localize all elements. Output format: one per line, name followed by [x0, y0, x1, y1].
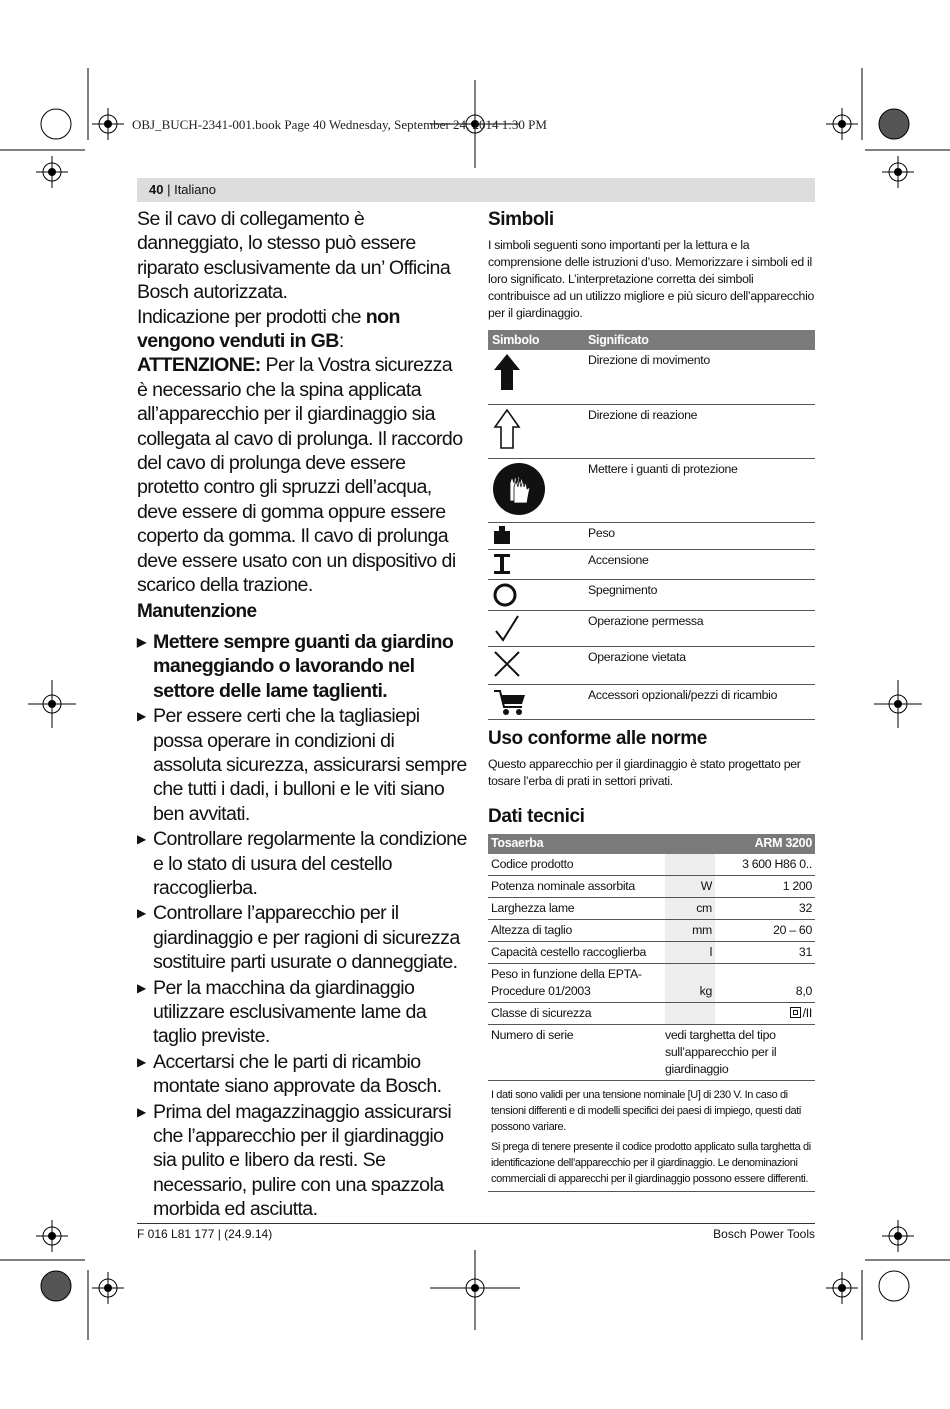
table-row: Larghezza lame cm 32 — [488, 897, 815, 919]
col-meaning: Significato — [584, 330, 815, 350]
symbol-meaning: Operazione vietata — [584, 646, 815, 684]
checkmark-icon — [492, 613, 580, 643]
weight-icon — [492, 525, 580, 545]
symbol-meaning: Mettere i guanti di protezione — [584, 458, 815, 522]
list-item: ▶ Prima del magazzinaggio assicurarsi che l’apparecchio per il giardinaggio sia pulito e libero da resti. Se necessario, pulire con una spazzola morbida ed asciutta. — [137, 1100, 467, 1222]
page-header-bar: 40 | Italiano — [137, 178, 815, 202]
gloves-icon — [492, 461, 580, 517]
table-row — [488, 684, 815, 719]
left-column — [137, 207, 467, 1223]
tech-data-heading: Dati tecnici — [488, 805, 585, 827]
paragraph-warning: ATTENZIONE: Per la Vostra sicurezza è necessario che la spina applicata all’apparecchio per il giardinaggio sia collegata al cavo di prolunga. Il raccordo del cavo di prolunga deve essere protetto contro gli spruzzi dell’acqua, deve essere di gomma oppure essere coperto da gomma. Il cavo di prolunga deve essere usato con un dispositivo di scarico della trazione. — [137, 354, 463, 597]
symbols-heading: Simboli — [488, 209, 554, 230]
footer-doc-code: F 016 L81 177 | (24.9.14) — [137, 1227, 273, 1241]
table-row: Peso in funzione della EPTA-Procedure 01/2003 kg 8,0 — [488, 963, 815, 1002]
table-row: Potenza nominale assorbita W 1 200 — [488, 875, 815, 897]
filled-arrow-up-icon — [492, 352, 580, 392]
right-column — [488, 207, 815, 1192]
symbol-meaning: Direzione di movimento — [584, 350, 815, 404]
tech-note-product-code: Si prega di tenere presente il codice prodotto applicato sulla targhetta di identificazione dell’apparecchio per il giardinaggio. Le denominazioni commerciali di apparecchi per il giardinaggio possono essere differenti. — [491, 1140, 811, 1185]
tech-data-table — [488, 834, 815, 1192]
symbol-meaning: Peso — [584, 522, 815, 549]
table-row — [488, 404, 815, 458]
footer-brand: Bosch Power Tools — [713, 1227, 815, 1241]
symbol-meaning: Spegnimento — [584, 579, 815, 610]
paragraph-gb-note: Indicazione per prodotti che non vengono venduti in GB: — [137, 305, 400, 353]
maintenance-list — [137, 630, 467, 1222]
table-row: Altezza di taglio mm 20 – 60 — [488, 919, 815, 941]
tech-header-product: Tosaerba — [488, 834, 665, 854]
maintenance-heading: Manutenzione — [137, 600, 257, 622]
intended-use-heading: Uso conforme alle norme — [488, 727, 707, 749]
table-row: Codice prodotto 3 600 H86 0.. — [488, 854, 815, 876]
list-item: ▶ Mettere sempre guanti da giardino maneggiando o lavorando nel settore delle lame taglienti. — [137, 630, 467, 703]
table-row: Numero di serie vedi targhetta del tipo sull’apparecchio per il giardinaggio — [488, 1024, 815, 1080]
table-row — [488, 458, 815, 522]
symbol-meaning: Operazione permessa — [584, 610, 815, 646]
page-language: Italiano — [174, 182, 216, 197]
table-row: Classe di sicurezza /II — [488, 1002, 815, 1024]
symbol-meaning: Direzione di reazione — [584, 404, 815, 458]
tech-note-voltage: I dati sono validi per una tensione nominale [U] di 230 V. In caso di tensioni differenti e di modelli specifici dei paesi di impiego, questi dati possono variare. — [491, 1088, 801, 1133]
warning-label: ATTENZIONE: — [137, 354, 261, 377]
class-ii-icon — [790, 1007, 801, 1018]
symbol-meaning: Accensione — [584, 549, 815, 579]
paragraph-cable-repair: Se il cavo di collegamento è danneggiato, lo stesso può essere riparato esclusivamente da un’ Officina Bosch autorizzata. — [137, 208, 451, 304]
list-item: ▶ Per la macchina da giardinaggio utilizzare esclusivamente lame da taglio previste. — [137, 976, 467, 1049]
symbols-table — [488, 330, 815, 720]
shopping-cart-icon — [492, 687, 580, 717]
power-off-icon — [492, 582, 580, 608]
gb-note-bold: non vengono venduti in GB — [137, 305, 400, 353]
power-on-icon — [492, 552, 580, 576]
table-row — [488, 1080, 815, 1191]
table-row — [488, 646, 815, 684]
table-row — [488, 549, 815, 579]
col-symbol: Simbolo — [488, 330, 584, 350]
list-item: ▶ Controllare l’apparecchio per il giardinaggio e per ragioni di sicurezza sostituire parti usurate o danneggiate. — [137, 901, 467, 974]
footer-rule — [137, 1223, 815, 1224]
tech-header-model: ARM 3200 — [715, 834, 815, 854]
list-item: ▶ Per essere certi che la tagliasiepi possa operare in condizioni di assoluta sicurezza, assicurarsi sempre che tutti i dadi, i bulloni e le viti siano ben avvitati. — [137, 704, 467, 826]
book-header: OBJ_BUCH-2341-001.book Page 40 Wednesday, September 24, 2014 1:30 PM — [132, 117, 547, 132]
table-row — [488, 579, 815, 610]
cross-icon — [492, 649, 580, 679]
intended-use-text: Questo apparecchio per il giardinaggio è stato progettato per tosare l’erba di prati in settori privati. — [488, 756, 801, 788]
outline-arrow-up-icon — [492, 407, 580, 451]
table-row: Capacità cestello raccoglierba l 31 — [488, 941, 815, 963]
symbols-intro: I simboli seguenti sono importanti per la lettura e la comprensione delle istruzioni d’uso. Memorizzare i simboli ed il loro significato. L’interpretazione corretta dei simboli contribuisce ad un utilizzo migliore e più sicuro dell’apparecchio per il giardinaggio. — [488, 238, 815, 320]
list-item: ▶ Controllare regolarmente la condizione e lo stato di usura del cestello raccoglierba. — [137, 827, 467, 900]
list-item: ▶ Accertarsi che le parti di ricambio montate siano approvate da Bosch. — [137, 1050, 467, 1099]
table-row — [488, 350, 815, 404]
page-number: 40 — [149, 182, 164, 197]
symbol-meaning: Accessori opzionali/pezzi di ricambio — [584, 684, 815, 719]
table-row — [488, 610, 815, 646]
table-row — [488, 522, 815, 549]
